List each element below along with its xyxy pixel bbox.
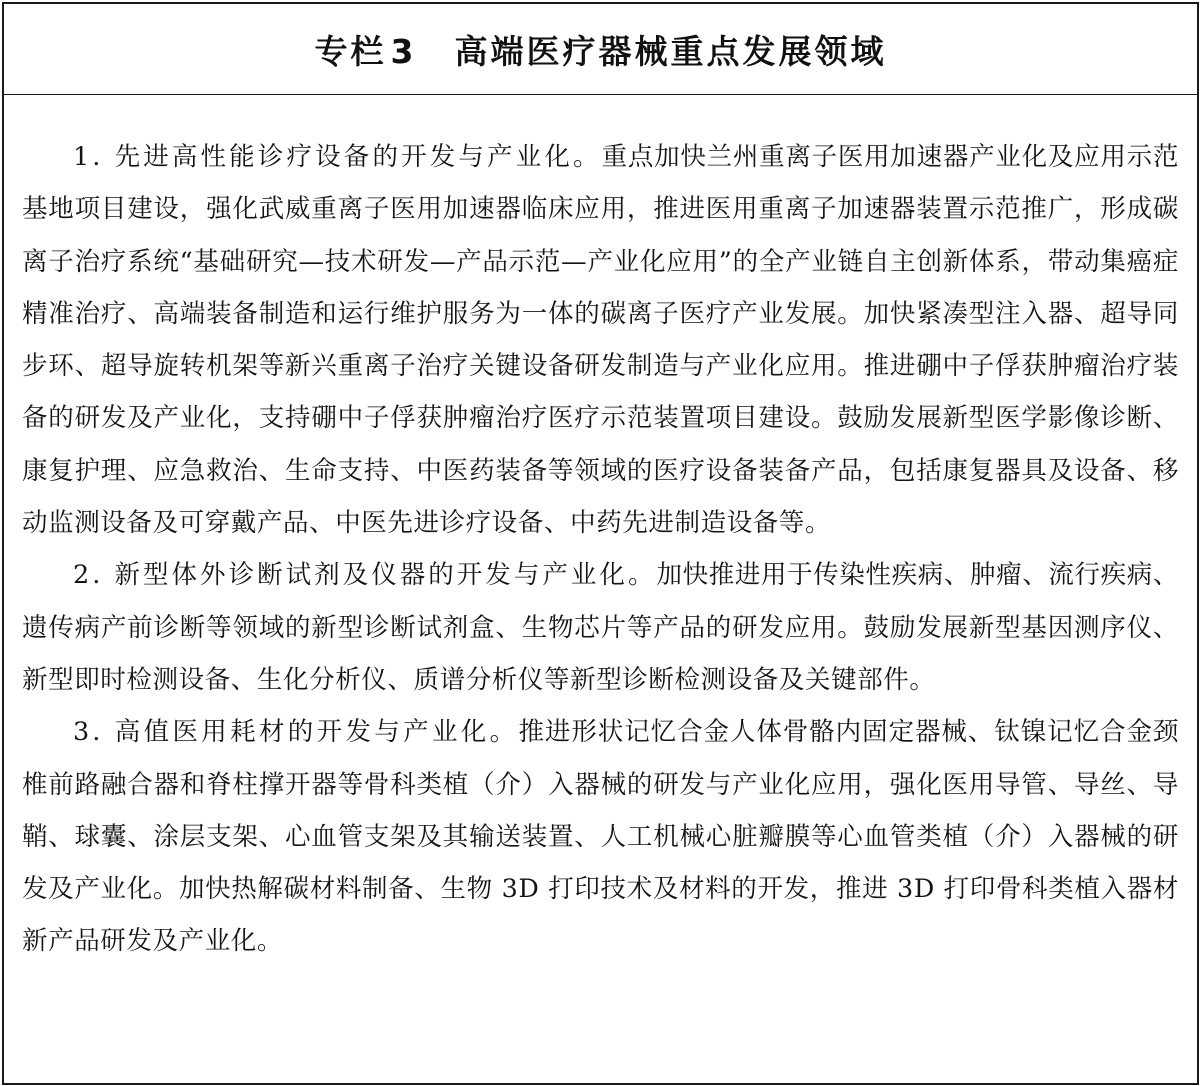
box-header xyxy=(4,4,1197,95)
paragraph-2 xyxy=(22,549,1179,706)
paragraph-3 xyxy=(22,706,1179,967)
paragraph-3-lead: 3. 高值医用耗材的开发与产业化。 xyxy=(73,717,519,748)
box-title-number: 3 xyxy=(390,31,417,71)
box-title-text: 高端医疗器械重点发展领域 xyxy=(454,31,887,71)
sidebar-box xyxy=(2,2,1199,1085)
paragraph-2-lead: 2. 新型体外诊断试剂及仪器的开发与产业化。 xyxy=(73,560,657,591)
box-body xyxy=(4,95,1197,968)
box-title-label: 专栏 xyxy=(314,31,387,71)
paragraph-3-body: 推进形状记忆合金人体骨骼内固定器械、钛镍记忆合金颈椎前路融合器和脊柱撑开器等骨科类植（介）入器械的研发与产业化应用，强化医用导管、导丝、导鞘、球囊、涂层支架、心血管支架及其输送装置、人工机械心脏瓣膜等心血管类植（介）入器械的研发及产业化。加快热解碳材料制备、生物 3D 打印技术及材料的开发，推进 3D 打印骨科类植入器材新产品研发及产业化。 xyxy=(22,717,1179,957)
paragraph-2-body: 加快推进用于传染性疾病、肿瘤、流行疾病、遗传病产前诊断等领域的新型诊断试剂盒、生物芯片等产品的研发应用。鼓励发展新型基因测序仪、新型即时检测设备、生化分析仪、质谱分析仪等新型诊断检测设备及关键部件。 xyxy=(22,560,1179,695)
paragraph-1-lead: 1. 先进高性能诊疗设备的开发与产业化。 xyxy=(73,142,602,172)
paragraph-1-body: 重点加快兰州重离子医用加速器产业化及应用示范基地项目建设，强化武威重离子医用加速器临床应用，推进医用重离子加速器装置示范推广，形成碳离子治疗系统“基础研究—技术研发—产品示范—产业化应用”的全产业链自主创新体系，带动集癌症精准治疗、高端装备制造和运行维护服务为一体的碳离子医疗产业发展。加快紧凑型注入器、超导同步环、超导旋转机架等新兴重离子治疗关键设备研发制造与产业化应用。推进硼中子俘获肿瘤治疗装备的研发及产业化，支持硼中子俘获肿瘤治疗医疗示范装置项目建设。鼓励发展新型医学影像诊断、康复护理、应急救治、生命支持、中医药装备等领域的医疗设备装备产品，包括康复器具及设备、移动监测设备及可穿戴产品、中医先进诊疗设备、中药先进制造设备等。 xyxy=(22,142,1179,539)
box-title xyxy=(315,26,887,73)
paragraph-1 xyxy=(22,131,1179,549)
